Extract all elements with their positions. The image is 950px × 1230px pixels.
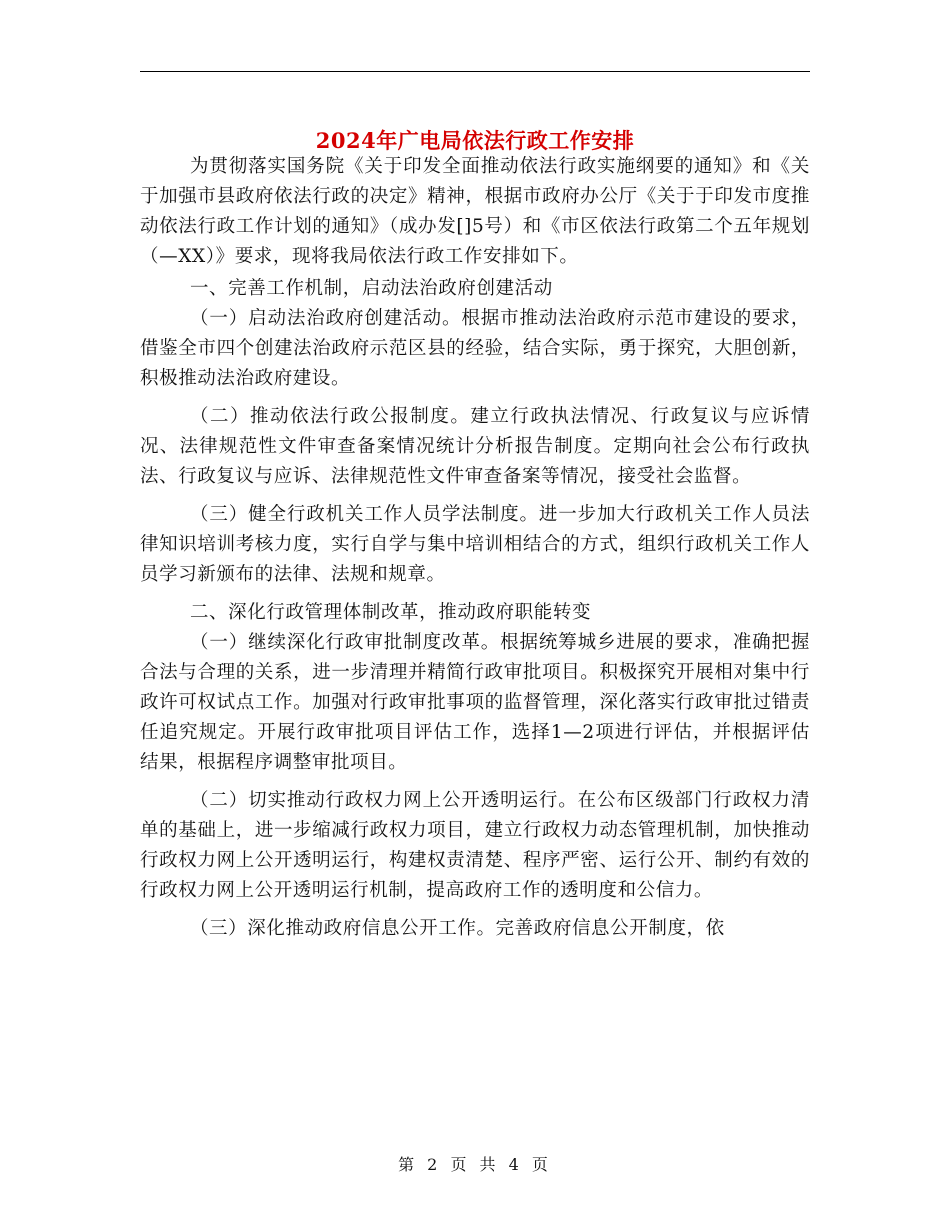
paragraph-2-2: （二）切实推动行政权力网上公开透明运行。在公布区级部门行政权力清单的基础上，进一步缩减行政权力项目，建立行政权力动态管理机制，加快推动行政权力网上公开透明运行，构建权责清楚、程序严密、运行公开、制约有效的行政权力网上公开透明运行机制，提高政府工作的透明度和公信力。: [140, 790, 810, 901]
intro-paragraph: 为贯彻落实国务院《关于印发全面推动依法行政实施纲要的通知》和《关于加强市县政府依法行政的决定》精神，根据市政府办公厅《关于于印发市度推动依法行政工作计划的通知》（成办发[]5号）和《市区依法行政第二个五年规划（—XX）》要求，现将我局依法行政工作安排如下。: [140, 156, 810, 267]
page-number-footer: 第 2 页 共 4 页: [398, 1155, 552, 1174]
document-title: 2024年广电局依法行政工作安排: [315, 128, 635, 154]
paragraph-2-1: （一）继续深化行政审批制度改革。根据统筹城乡进展的要求，准确把握合法与合理的关系，进一步清理并精简行政审批项目。积极探究开展相对集中行政许可权试点工作。加强对行政审批事项的监督管理，深化落实行政审批过错责任追究规定。开展行政审批项目评估工作，选择1—2项进行评估，并根据评估结果，根据程序调整审批项目。: [140, 632, 810, 773]
section-heading-2: 二、深化行政管理体制改革，推动政府职能转变: [189, 602, 592, 623]
section-heading-1: 一、完善工作机制，启动法治政府创建活动: [189, 278, 553, 299]
paragraph-2-3: （三）深化推动政府信息公开工作。完善政府信息公开制度，依: [189, 918, 725, 939]
document-body: [140, 152, 810, 944]
paragraph-1-2: （二）推动依法行政公报制度。建立行政执法情况、行政复议与应诉情况、法律规范性文件审查备案情况统计分析报告制度。定期向社会公布行政执法、行政复议与应诉、法律规范性文件审查备案等情况，接受社会监督。: [140, 406, 810, 487]
header-rule: [140, 71, 810, 72]
paragraph-1-3: （三）健全行政机关工作人员学法制度。进一步加大行政机关工作人员法律知识培训考核力度，实行自学与集中培训相结合的方式，组织行政机关工作人员学习新颁布的法律、法规和规章。: [140, 504, 810, 585]
paragraph-1-1: （一）启动法治政府创建活动。根据市推动法治政府示范市建设的要求，借鉴全市四个创建法治政府示范区县的经验，结合实际，勇于探究，大胆创新，积极推动法治政府建设。: [140, 308, 810, 389]
